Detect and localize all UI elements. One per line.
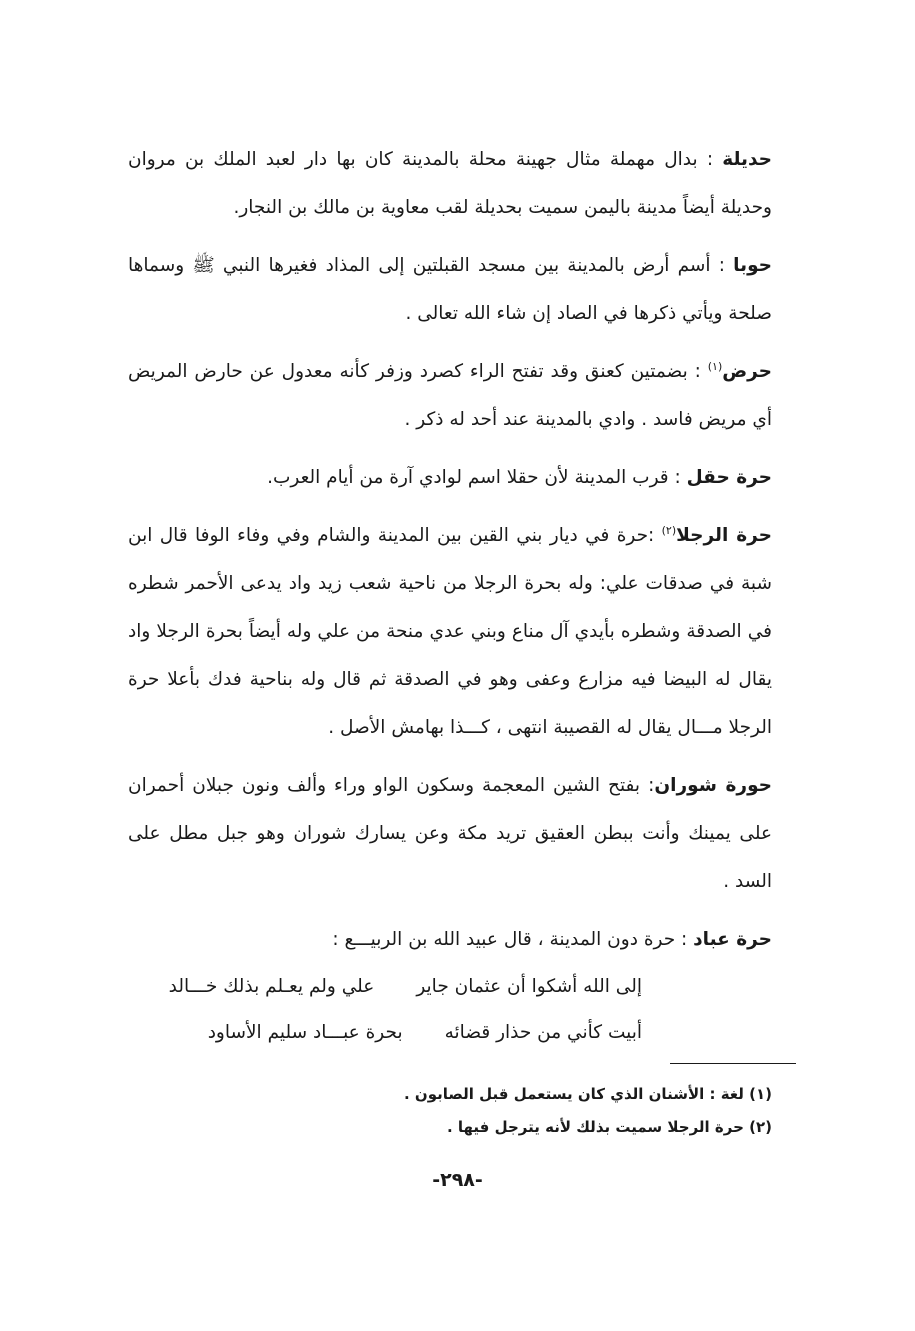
headword: حرة حقل (686, 467, 772, 488)
headword: حرض (722, 361, 772, 382)
footnote-separator (670, 1063, 796, 1064)
footnotes (300, 1078, 772, 1144)
entry-body: :حرة في ديار بني القين بين المدينة والشام وفي وفاء الوفا قال ابن شبة في صدقات علي: وله بحرة الرجلا من ناحية شعب زيد واد يدعى الأحمر شطره في الصدقة وشطره بأيدي آل مناع وبني عدي منحة من علي وله أيضاً بحرة الرجلا واد يقال له البيضا فيه مزارع وعفى وهو في الصدقة ثم قال وله بناحية فدك بأعلا حرة الرجلا مـــال يقال له القصيبة انتهى ، كـــذا بهامش الأصل . (128, 525, 772, 738)
footnote-1: (١) لغة : الأشنان الذي كان يستعمل قبل الصابون . (403, 1085, 772, 1103)
entry-harrat-abbad (128, 916, 772, 964)
entry-hawrat-shawran (128, 762, 772, 906)
footnote-ref: (١) (707, 359, 723, 373)
entry-hawba (128, 242, 772, 338)
footnote-ref: (٢) (661, 523, 677, 537)
verse-second-hemistich: بحرة عبـــاد سليم الأساود (207, 1022, 403, 1043)
entry-body: : قرب المدينة لأن حقلا اسم لوادي آرة من أيام العرب. (267, 467, 687, 488)
entry-body: : بفتح الشين المعجمة وسكون الواو وراء وألف ونون جبلان أحمران على يمينك وأنت ببطن العقيق تريد مكة وعن يسارك شوران وهو جبل مطل على السد . (128, 775, 772, 892)
page-number: -٢٩٨- (432, 1169, 483, 1191)
poem-verse (128, 1010, 772, 1056)
headword: حرة عباد (693, 929, 772, 950)
headword: حديلة (722, 149, 772, 170)
verse-second-hemistich: علي ولم يعـلم بذلك خـــالد (168, 976, 375, 997)
main-text (128, 136, 772, 1056)
entry-body: : أسم أرض بالمدينة بين مسجد القبلتين إلى المذاد فغيرها النبي ﷺ وسماها صلحة ويأتي ذكرها في الصاد إن شاء الله تعالى . (128, 255, 772, 324)
entry-harrat-haql (128, 454, 772, 502)
headword: حرة الرجلا (676, 525, 772, 546)
verse-first-hemistich: أبيت كأني من حذار قضائه (444, 1022, 642, 1043)
entry-harrat-al-rajla (128, 512, 772, 752)
headword: حورة شوران (654, 775, 772, 796)
headword: حوبا (733, 255, 772, 276)
entry-body: : بضمتين كعنق وقد تفتح الراء كصرد وزفر كأنه معدول عن حارض المريض أي مريض فاسد . وادي بالمدينة عند أحد له ذكر . (128, 361, 772, 430)
entry-hadila (128, 136, 772, 232)
poem-verse (128, 964, 772, 1010)
entry-body: : حرة دون المدينة ، قال عبيد الله بن الربيـــع : (332, 929, 694, 950)
footnote-2: (٢) حرة الرجلا سميت بذلك لأنه يترجل فيها . (446, 1118, 772, 1136)
verse-first-hemistich: إلى الله أشكوا أن عثمان جاير (416, 976, 642, 997)
entry-body: : بدال مهملة مثال جهينة محلة بالمدينة كان بها دار لعبد الملك بن مروان وحديلة أيضاً مدينة باليمن سميت بحديلة لقب معاوية بن مالك بن النجار. (128, 149, 772, 218)
entry-harad (128, 348, 772, 444)
